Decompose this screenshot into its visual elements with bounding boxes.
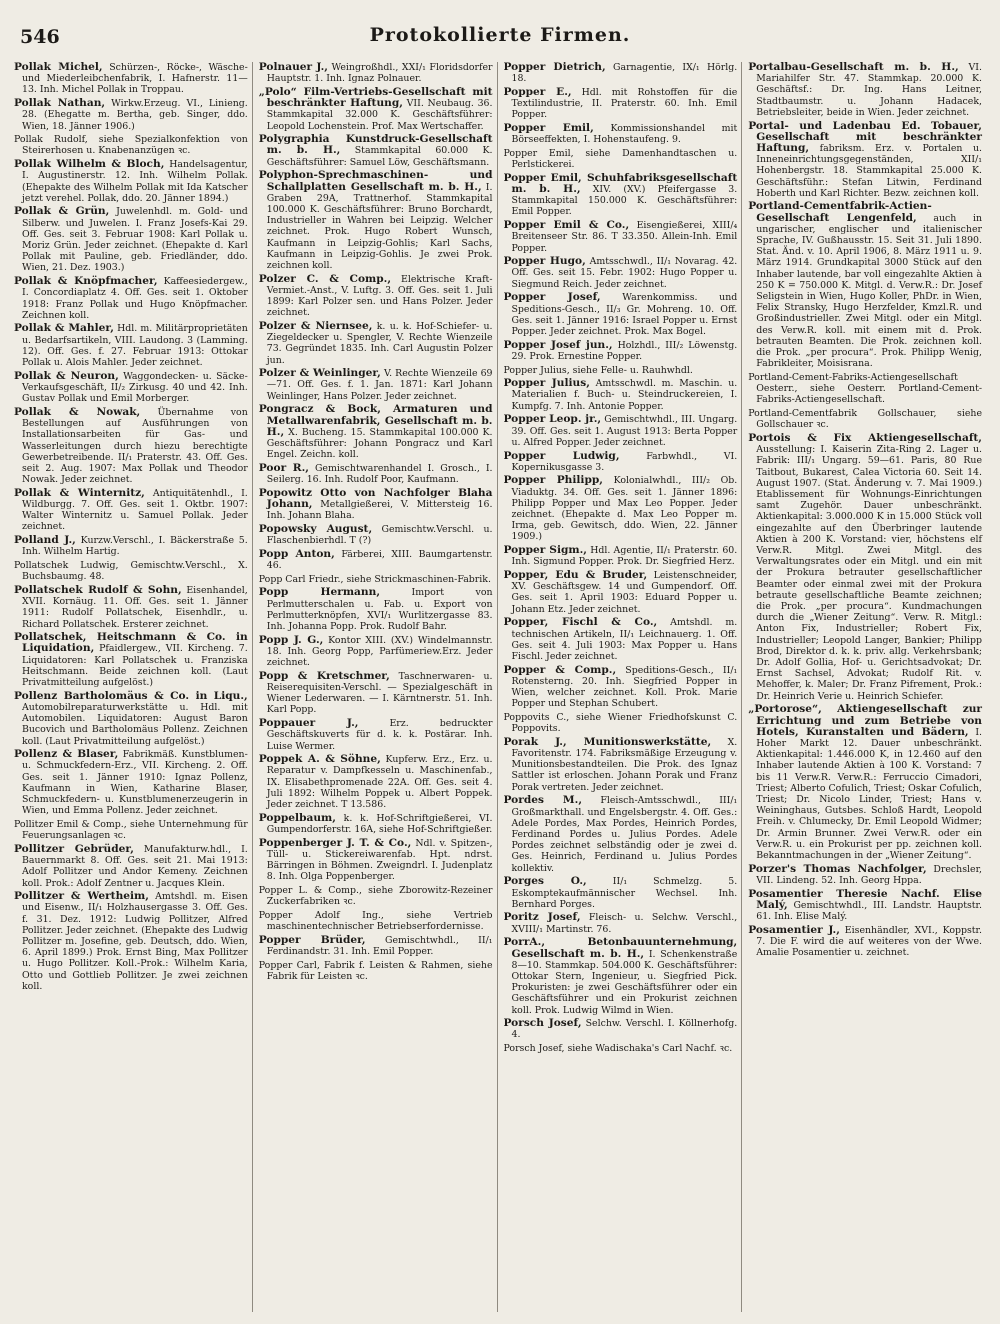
firm-name: Popper Sigm., (503, 544, 587, 557)
firm-entry (504, 414, 738, 448)
firm-entry (14, 819, 248, 841)
firm-name: Popper Leop. jr., (503, 413, 602, 426)
firm-name: Popp & Kretschmer, (258, 669, 390, 682)
firm-entry (14, 535, 248, 557)
firm-details: Kaffeesiedergew., I. Concordiaplatz 4. Off. Ges. seit 1. Oktober 1918: Franz Pollak und Hugo Knöpfmacher. Zeichnen koll. (22, 276, 248, 321)
firm-name: Polland J., (14, 534, 76, 547)
firm-details: Gemischtwarenhandel I. Grosch., I. Seilerg. 16. Inh. Rudolf Poor, Kaufmann. (266, 462, 493, 486)
column-4 (748, 62, 986, 1312)
firm-details: Eisenhandel, XVII. Kornäug. 11. Off. Ges. seit 1. Jänner 1911: Rudolf Pollatschek, Eisenhdlr., u. Richard Pollatschek. Ersterer zeichnet. (22, 584, 248, 630)
firm-name: Posamentier Theresie Nachf. Elise Malý, (748, 887, 982, 911)
firm-details: Wirkw.Erzeug. VI., Linieng. 28. (Ehegatte m. Bertha, geb. Singer, ddo. Wien, 18. Jänner 1906.) (22, 98, 248, 132)
firm-details: II/₁ Schmelzg. 5. Eskomptekaufmännischer Wechsel. Inh. Bernhard Porges. (511, 876, 738, 910)
firm-entry (504, 365, 738, 376)
firm-details: Popper Adolf Ing., siehe Vertrieb maschinentechnischer Betriebserfordernisse. (258, 909, 493, 933)
firm-name: Pollak & Mahler, (14, 322, 114, 335)
firm-name: Pollenz & Blaser, (14, 748, 119, 761)
firm-name: Popper Julius, (503, 377, 590, 390)
firm-entry (748, 704, 982, 861)
firm-name: Popp J. G., (258, 633, 324, 646)
firm-entry (504, 292, 738, 337)
firm-details: Elektrische Kraft-Vermiet.-Anst., V. Luftg. 3. Off. Ges. seit 1. Juli 1899: Karl Polzer sen. und Hans Polzer. Jeder zeichnet. (266, 273, 493, 319)
firm-name: Portal- und Ladenbau Ed. Tobauer, Gesellschaft mit beschränkter Haftung, (748, 119, 982, 154)
firm-details: Pfaidlergew., VII. Kircheng. 7. Liquidatoren: Karl Pollatschek u. Franziska Heitschmann. Beide zeichnen koll. (Laut Privatmitteilung aufgelöst.) (22, 643, 248, 689)
firm-details: X. Bucheng. 15. Stammkapital 100.000 K. Geschäftsführer: Johann Pongracz und Karl Engel. Zeichn. koll. (266, 426, 493, 461)
firm-name: Pollak Michel, (14, 62, 103, 73)
firm-entry (504, 1043, 738, 1054)
firm-name: „Portorose“, Aktiengesellschaft zur Errichtung und zum Betriebe von Hotels, Kuranstalten und Bädern, (748, 703, 982, 738)
firm-name: Polzer C. & Comp., (258, 272, 392, 285)
firm-name: Popowsky August, (258, 522, 373, 535)
firm-details: Ausstellung: I. Kaiserin Zita-Ring 2. Lager u. Fabrik: III/₁ Ungarg. 59—61. Paris, 80 Rue Taitbout, Bukarest, Calea Victoria 60. Seit 14. August 1907. (Stat. Änderung v. 7. Mai 1909.) Etablissement für Wohnungs-Einrichtungen samt Zugehör. Dauer unbeschränkt. Aktienkapital: 3.000.000 K in 15.000 Stück voll eingezahlte auf den Überbringer lautende Aktien à 200 K. Vorstand: vier, höchstens elf Verw.R. Mitgl. Zwei Mitgl. des Verwaltungsrates oder ein Mitgl. und ein mit der Prokura betrauter gesellschaftlicher Beamter oder einmal zwei mit der Prokura betraute gesellschaftliche Beamte zeichnen; die Prok. „per procura“. Kundmachungen durch die „Wiener Zeitung“. Verw. R. Mitgl.: Anton Fix, Industrieller; Robert Fix, Industrieller; Leopold Langer, Bankier; Philipp Brod, Direktor d. k. k. priv. allg. Verkehrsbank; Dr. Adolf Gollia, Hof- u. Gerichtsadvokat; Dr. Ernst Sachsel, Advokat; Rudolf Rit. v. Mehoffer, k. Maler; Dr. Franz Pifrement, Prok.: Dr. Heinrich Verie u. Heinrich Schiefer. (756, 444, 982, 702)
firm-details: Popper Julius, siehe Felle- u. Rauhwhdl. (503, 364, 693, 376)
firm-entry (748, 433, 982, 702)
firm-details: Amtshdl. m. Eisen und Eisenw., II/₁ Holzhausergasse 3. Off. Ges. f. 31. Dez. 1912: Ludwig Pollitzer, Alfred Pollitzer. Jeder zeichnet. (Ehepakte des Ludwig Pollitzer m. Josefine, geb. Deutsch, ddo. Wien, 6. April 1899.) Prok. Ernst Bing, Max Pollitzer u. Hugo Pollitzer. Koll.-Prok.: Wilhelm Karia, Otto und Gottlieb Pollitzer. Je zwei zeichnen koll. (22, 891, 248, 992)
firm-details: Popper Emil, siehe Damenhandtaschen u. Perlstickerei. (503, 147, 738, 171)
firm-entry (504, 173, 738, 218)
firm-entry (14, 632, 248, 688)
firm-details: Porsch Josef, siehe Wadischaka's Carl Nachf. ꝛc. (503, 1043, 733, 1055)
firm-details: Amtsschwdl. m. Maschin. u. Materialien f. Buch- u. Steindruckereien, I. Kumpfg. 7. Inh. Antonie Popper. (511, 378, 738, 412)
firm-details: Kolonialwhdl., III/₂ Ob. Viaduktg. 34. Off. Ges. seit 1. Jänner 1896: Philipp Popper und Max Leo Popper. Jeder zeichnet. (Ehepakte d. Max Leo Popper m. Irma, geb. Gewitsch, ddo. Wien, 22. Jänner 1909.) (511, 475, 738, 543)
firm-name: Poppelbaum, (258, 811, 336, 824)
firm-details: Eisengießerei, XIII/₄ Breitenseer Str. 86. T 33.350. Allein-Inh. Emil Popper. (511, 220, 738, 254)
firm-entry (14, 749, 248, 816)
firm-entry (14, 407, 248, 485)
firm-details: Drechsler, VII. Lindeng. 52. Inh. Georg Hppa. (756, 863, 982, 886)
firm-details: Hdl. mit Rohstoffen für die Textilindustrie, II. Praterstr. 60. Inh. Emil Popper. (511, 86, 738, 121)
firm-entry (259, 718, 493, 752)
firm-details: Hdl. Agentie, II/₁ Praterstr. 60. Inh. Sigmund Popper. Prok. Dr. Siegfried Herz. (511, 545, 738, 568)
firm-entry (504, 220, 738, 254)
firm-entry (748, 372, 982, 406)
firm-entry (748, 408, 982, 430)
firm-details: Warenkommiss. und Speditions-Gesch., II/₃ Gr. Mohreng. 10. Off. Ges. seit 1. Jänner 1916: Israel Popper u. Ernst Popper. Jeder zeichnet. Prok. Max Bogel. (511, 292, 738, 337)
firm-entry (748, 889, 982, 923)
firm-entry (259, 321, 493, 366)
page-number: 546 (20, 26, 60, 48)
firm-details: Amtsschwdl., II/₁ Novarag. 42. Off. Ges. seit 15. Febr. 1902: Hugo Popper u. Siegmund Reich. Jeder zeichnet. (511, 256, 738, 290)
firm-entry (14, 891, 248, 992)
firm-details: Manufakturw.hdl., I. Bauernmarkt 8. Off. Ges. seit 21. Mai 1913: Adolf Pollitzer und Andor Kemeny. Zeichnen koll. Prok.: Adolf Zentner u. Jacques Klein. (22, 843, 248, 889)
firm-entry (504, 570, 738, 615)
firm-details: X. Favoritenstr. 174. Fabriksmäßige Erzeugung v. Munitionsbestandteilen. Die Prok. des Ignaz Sattler ist erloschen. Johann Porak und Franz Porak vertreten. Jeder zeichnet. (511, 736, 738, 793)
firm-details: Kurzw.Verschl., I. Bäckerstraße 5. Inh. Wilhelm Hartig. (22, 535, 248, 558)
firm-details: Ndl. v. Spitzen-, Tüll- u. Stickereiwarenfab. Hpt. ndrst. Bärringen in Böhmen. Zweigndrl. I. Judenplatz 8. Inh. Olga Poppenberger. (266, 837, 493, 883)
firm-name: Porak J., Munitionswerkstätte, (503, 735, 712, 748)
firm-details: Automobilreparaturwerkstätte u. Hdl. mit Automobilen. Liquidatoren: August Baron Bucovich und Bartholomäus Pollenz. Zeichnen koll. (Laut Privatmitteilung aufgelöst.) (22, 701, 248, 747)
firm-entry (259, 488, 493, 522)
firm-details: I. Graben 29A, Trattnerhof. Stammkapital 100.000 K. Geschäftsführer: Bruno Borchardt, Industrieller in Wahren bei Leipzig. Welcher zeichnet. Prok. Hugo Robert Wunsch, Kaufmann in Leipzig-Gohlis; Karl Sachs, Kaufmann in Leipzig-Gohlis. Je zwei Prok. zeichnen koll. (266, 181, 493, 271)
firm-details: Speditions-Gesch., II/₁ Rotensterng. 20. Inh. Siegfried Popper in Wien, welcher zeichnet. Koll. Prok. Marie Popper und Stephan Schubert. (511, 664, 738, 710)
firm-name: Popper Ludwig, (503, 449, 620, 462)
firm-entry (748, 864, 982, 886)
firm-entry (14, 844, 248, 889)
firm-entry (748, 925, 982, 959)
firm-entry (259, 368, 493, 402)
firm-name: PorrA., Betonbauunternehmung, Gesellschaft m. b. H., (503, 936, 738, 960)
firm-details: k. u. k. Hof-Schiefer- u. Ziegeldecker u. Spengler, V. Rechte Wienzeile 73. Gegründet 1835. Inh. Carl Augustin Polzer jun. (266, 320, 493, 366)
firm-name: Poppauer J., (258, 717, 359, 730)
firm-details: Übernahme von Bestellungen auf Ausführungen von Installationsarbeiten für Gas- und Wasserleitungen durch hiezu berechtigte Gewerbetreibende. II/₁ Praterstr. 43. Off. Ges. seit 2. Aug. 1907: Max Pollak und Theodor Nowak. Jeder zeichnet. (22, 406, 248, 486)
firm-entry (259, 910, 493, 932)
firm-name: Polygraphia Kunstdruck-Gesellschaft m. b. H., (258, 133, 493, 157)
firm-details: Fleisch- u. Selchw. Verschl., XVIII/₁ Martinstr. 76. (511, 912, 738, 935)
firm-entry (504, 545, 738, 567)
firm-details: Hdl. m. Militärproprietäten u. Bedarfsartikeln, VIII. Laudong. 3 (Lamming. 12). Off. Ges. f. 27. Februar 1913: Ottokar Pollak u. Alois Mahler. Jeder zeichnet. (22, 323, 248, 369)
firm-details: Waggondecken- u. Säcke-Verkaufsgeschäft, II/₂ Zirkusg. 40 und 42. Inh. Gustav Pollak und Emil Morberger. (22, 370, 248, 405)
firm-details: Gemischtwhdl., III. Ungarg. 39. Off. Ges. seit 1. August 1913: Berta Popper u. Alfred Popper. Jeder zeichnet. (511, 414, 738, 448)
firm-entry (504, 617, 738, 662)
page-header (0, 22, 1000, 52)
firm-name: Poritz Josef, (503, 911, 581, 924)
firm-name: Popper Dietrich, (503, 62, 606, 73)
column-1 (14, 62, 253, 1312)
firm-entry (504, 712, 738, 734)
firm-entry (259, 838, 493, 883)
firm-details: Färberei, XIII. Baumgartenstr. 46. (266, 548, 493, 572)
firm-entry (14, 560, 248, 582)
firm-details: Metallgießerei, V. Mittersteig 16. Inh. Johann Blaha. (266, 499, 493, 522)
firm-name: Pollenz Bartholomäus & Co. in Liqu., (14, 689, 248, 702)
firm-details: I. Hoher Markt 12. Dauer unbeschränkt. Aktienkapital: 1.446.000 K, in 12.460 auf den Inhaber lautende Aktien à 100 K. Vorstand: 7 bis 11 Verw.R. Verw.R.: Ferruccio Cimadori, Triest; Alberto Cofulich, Triest; Oskar Cofulich, Triest; Dr. Nicolo Linder, Triest; Hans v. Weininghaus, Gutsbes. Schloß Hardt, Leopold Freih. v. Chlumecky, Dr. Emil Leopold Widmer; Dr. Armin Brunner. Zwei Verw.R. oder ein Verw.R. u. ein Prokurist per pp. zeichnen koll. Bekanntmachungen in der „Wiener Zeitung“. (756, 726, 983, 862)
firm-name: Popper Philipp, (503, 474, 603, 487)
firm-name: Pollatschek, Heitschmann & Co. in Liquidation, (14, 631, 248, 655)
firm-details: Popper Carl, Fabrik f. Leisten & Rahmen, siehe Fabrik für Leisten ꝛc. (258, 959, 493, 982)
firm-entry (504, 475, 738, 542)
firm-name: Poppek A. & Söhne, (258, 753, 381, 766)
firm-details: V. Rechte Wienzeile 69—71. Off. Ges. f. 1. Jan. 1871: Karl Johann Weinlinger, Hans Polzer. Jeder zeichnet. (266, 368, 493, 402)
firm-entry (504, 87, 738, 121)
firm-entry (504, 1018, 738, 1040)
firm-details: XIV. (XV.) Pfeifergasse 3. Stammkapital 150.000 K. Geschäftsführer: Emil Popper. (511, 184, 738, 218)
firm-name: Popper Brüder, (258, 933, 366, 946)
firm-name: Poppenberger J. T. & Co., (258, 836, 412, 849)
firm-name: Porsch Josef, (503, 1017, 582, 1030)
firm-entry (259, 404, 493, 460)
firm-name: Posamentier J., (748, 923, 840, 936)
firm-entry (748, 62, 982, 118)
firm-entry (14, 159, 248, 204)
firm-entry (504, 123, 738, 145)
firm-entry (259, 885, 493, 907)
firm-details: I. Schenkenstraße 8—10. Stammkap. 504.000 K. Geschäftsführer: Ottokar Stern, Ingenieur, u. Siegfried Pick. Prokuristen: je zwei Geschäftsführer oder ein Geschäftsführer und ein Prokurist zeichnen koll. Prok. Ludwig Wilmd in Wien. (511, 948, 738, 1016)
firm-details: Schürzen-, Röcke-, Wäsche- und Miederleibchenfabrik, I. Hafnerstr. 11—13. Inh. Michel Pollak in Troppau. (22, 62, 248, 96)
firm-entry (14, 98, 248, 132)
firm-entry (259, 134, 493, 168)
firm-name: „Polo“ Film-Vertriebs-Gesellschaft mit beschränkter Haftung, (258, 85, 493, 110)
firm-details: Kontor XIII. (XV.) Windelmannstr. 18. Inh. Georg Popp, Parfümeriew.Erz. Jeder zeichnet. (266, 634, 493, 669)
firm-entry (14, 276, 248, 321)
firm-name: Pordes M., (503, 794, 583, 807)
firm-details: Portland-Cement-Fabriks-Actiengesellschaft Oesterr., siehe Oesterr. Portland-Cement-Fabriks-Actiengesellschaft. (748, 371, 982, 406)
firm-details: fabriksm. Erz. v. Portalen u. Inneneinrichtungsgegenständen, XII/₁ Hohenbergstr. 18. Stammkapital 25.000 K. Geschäftsführ.: Stefan Litwin, Ferdinand Hoberth und Karl Richter. Bezw. zeichnen koll. (756, 142, 983, 199)
firm-name: Porzer's Thomas Nachfolger, (748, 862, 927, 875)
firm-details: Portland-Cementfabrik Gollschauer, siehe Gollschauer ꝛc. (748, 408, 982, 431)
firm-details: Popper L. & Comp., siehe Zborowitz-Rezeiner Zuckerfabriken ꝛc. (258, 885, 493, 908)
firm-name: Popper & Comp., (503, 663, 617, 676)
firm-details: Fleisch-Amtsschwdl., III/₁ Großmarkthall. und Engelsbergstr. 4. Off. Ges.: Adele Pordes, Max Pordes, Heinrich Pordes, Ferdinand Pordes u. Julius Pordes. Adele Pordes zeichnet selbständig oder je zwei d. Ges. Heinrich, Ferdinand u. Julius Pordes kollektiv. (511, 795, 738, 874)
firm-name: Pollak & Knöpfmacher, (14, 275, 158, 288)
firm-entry (259, 87, 493, 132)
firm-entry (14, 371, 248, 405)
firm-details: Antiquitätenhdl., I. Wildburgg. 7. Off. Ges. seit 1. Oktbr. 1907: Walter Winternitz u. Samuel Pollak. Jeder zeichnet. (22, 487, 248, 533)
firm-name: Popp Hermann, (258, 586, 381, 599)
firm-entry (14, 323, 248, 368)
firm-name: Pollitzer Gebrüder, (14, 842, 134, 855)
firm-name: Pollak & Nowak, (14, 405, 141, 418)
firm-details: Handelsagentur, I. Augustinerstr. 12. Inh. Wilhelm Pollak. (Ehepakte des Wilhelm Pollak mit Ida Katscher jetzt verehel. Pollak, ddo. 20. Jänner 1894.) (22, 159, 248, 204)
firm-name: Pollak & Neuron, (14, 369, 119, 382)
firm-name: Pollak & Winternitz, (14, 486, 145, 499)
firm-name: Pollatschek Rudolf & Sohn, (14, 583, 182, 596)
firm-entry (259, 524, 493, 546)
firm-entry (259, 635, 493, 669)
firm-entry (259, 960, 493, 982)
firm-name: Pollak & Grün, (14, 205, 110, 218)
firm-entry (504, 876, 738, 910)
firm-details: Import von Perlmutterschalen u. Fab. u. Export von Perlmutterknöpfen, XVI/₁ Wurlitzergasse 83. Inh. Johanna Popp. Prok. Rudolf Bahr. (266, 587, 493, 633)
firm-entry (504, 378, 738, 412)
firm-details: Gemischtwhdl., II/₁ Ferdinandstr. 31. Inh. Emil Popper. (266, 934, 493, 958)
column-3 (504, 62, 743, 1312)
firm-entry (504, 795, 738, 873)
firm-name: Popper Emil, (503, 122, 594, 135)
firm-details: Fabrikmäß. Kunstblumen- u. Schmuckfedern-Erz., VII. Kircheng. 2. Off. Ges. seit 1. Jänner 1910: Ignaz Pollenz, Kaufmann in Wien, Katharine Blaser, Schmuckfedern- u. Kunstblumenerzeugerin in Wien, und Emma Pollenz. Jeder zeichnet. (22, 749, 248, 817)
firm-entry (14, 585, 248, 630)
firm-name: Popper Hugo, (503, 255, 586, 268)
firm-details: Eisenhändler, XVI., Koppstr. 7. Die F. wird die auf weiteres von der Wwe. Amalie Posamentier u. zeichnet. (756, 924, 982, 959)
firm-name: Popper Emil, Schuhfabriksgesellschaft m. b. H., (503, 171, 738, 196)
firm-details: Erz. bedruckter Geschäftskuverts für d. k. k. Postärar. Inh. Luise Wermer. (266, 718, 493, 752)
firm-name: Popper Josef, (503, 291, 601, 304)
firm-entry (259, 549, 493, 571)
firm-name: Popowitz Otto von Nachfolger Blaha Johann, (258, 486, 493, 511)
firm-entry (504, 665, 738, 710)
text-columns (14, 62, 986, 1312)
firm-entry (14, 691, 248, 747)
firm-details: Kommissionshandel mit Börseeffekten, I. Hohenstaufeng. 9. (511, 123, 738, 146)
firm-name: Polyphon-Sprechmaschinen- und Schallplatten Gesellschaft m. b. H., (258, 169, 493, 193)
firm-entry (259, 813, 493, 835)
firm-details: Gemischtw.Verschl. u. Flaschenbierhdl. T (?) (266, 523, 493, 547)
firm-entry (504, 912, 738, 934)
firm-name: Polzer & Weinlinger, (258, 367, 381, 380)
firm-entry (14, 62, 248, 96)
firm-entry (504, 340, 738, 362)
firm-name: Poor R., (258, 461, 309, 474)
firm-details: Garnagentie, IX/₁ Hörlg. 18. (511, 62, 738, 85)
firm-details: Gemischtwhdl., III. Landstr. Hauptstr. 61. Inh. Elise Malý. (756, 899, 982, 923)
firm-details: Pollatschek Ludwig, Gemischtw.Verschl., X. Buchsbaumg. 48. (14, 560, 248, 583)
firm-name: Pongracz & Bock, Armaturen und Metallwarenfabrik, Gesellschaft m. b. H., (258, 403, 493, 438)
firm-entry (259, 754, 493, 810)
firm-name: Pollitzer & Wertheim, (14, 890, 149, 903)
firm-details: Stammkapital 60.000 K. Geschäftsführer: Samuel Löw, Geschäftsmann. (266, 145, 493, 168)
firm-details: Amtshdl. m. technischen Artikeln, II/₁ Leichnauerg. 1. Off. Ges. seit 4. Juli 1903: Max Popper u. Hans Fischl. Jeder zeichnet. (511, 617, 738, 662)
firm-name: Popper, Fischl & Co., (503, 616, 658, 629)
firm-name: Portalbau-Gesellschaft m. b. H., (748, 62, 959, 73)
firm-entry (504, 737, 738, 793)
firm-details: Pollitzer Emil & Comp., siehe Unternehmung für Feuerungsanlagen ꝛc. (14, 819, 248, 842)
firm-entry (14, 488, 248, 533)
firm-details: Popp Carl Friedr., siehe Strickmaschinen-Fabrik. (258, 573, 491, 585)
firm-entry (14, 206, 248, 273)
firm-entry (259, 671, 493, 716)
firm-details: Taschnerwaren- u. Reiserequisiten-Verschl. — Spezialgeschäft in Wiener Lederwaren. — I. Kärntnerstr. 51. Inh. Karl Popp. (266, 670, 493, 716)
firm-details: VII. Neubaug. 36. Stammkapital 32.000 K. Geschäftsführer: Leopold Lochenstein. Prof. Max Wertschaffer. (266, 98, 493, 132)
firm-entry (259, 170, 493, 271)
column-2 (259, 62, 498, 1312)
firm-details: Kupferw. Erz., Erz. u. Reparatur v. Dampfkesseln u. Maschinenfab., IX. Elisabethpromenade 22A. Off. Ges. seit 4. Juli 1892: Wilhelm Poppek u. Albert Poppek. Jeder zeichnet. T 13.586. (266, 754, 493, 811)
firm-entry (259, 587, 493, 632)
firm-entry (259, 274, 493, 319)
firm-details: Poppovits C., siehe Wiener Friedhofskunst C. Poppovits. (503, 711, 738, 735)
firm-entry (259, 574, 493, 585)
firm-name: Popper Emil & Co., (503, 219, 630, 232)
running-title: Protokollierte Firmen. (369, 24, 631, 46)
firm-entry (748, 201, 982, 369)
firm-entry (259, 62, 493, 84)
firm-details: Pollak Rudolf, siehe Spezialkonfektion von Steirerhosen u. Knabenanzügen ꝛc. (14, 134, 248, 157)
firm-entry (748, 121, 982, 199)
firm-name: Popp Anton, (258, 547, 335, 560)
firm-name: Polnauer J., (258, 62, 328, 73)
firm-name: Porges O., (503, 875, 587, 888)
firm-entry (504, 148, 738, 170)
firm-details: k. k. Hof-Schriftgießerei, VI. Gumpendorferstr. 16A, siehe Hof-Schriftgießer. (266, 812, 493, 835)
firm-details: Leistenschneider, XV. Geschäftsgew. 14 und Gumpendorf. Off. Ges. seit 1. April 1903: Eduard Popper u. Johann Etz. Jeder zeichnet. (511, 570, 738, 615)
firm-name: Pollak Wilhelm & Bloch, (14, 158, 165, 171)
firm-entry (504, 256, 738, 290)
firm-details: Selchw. Verschl. I. Köllnerhofg. 4. (511, 1018, 738, 1041)
firm-details: Holzhdl., III/₂ Löwenstg. 29. Prok. Ernestine Popper. (511, 339, 738, 362)
firm-name: Portland-Cementfabrik-Actien-Gesellschaft Lengenfeld, (748, 200, 932, 224)
firm-entry (259, 463, 493, 485)
firm-name: Popper Josef jun., (503, 338, 613, 351)
firm-name: Popper, Edu & Bruder, (503, 569, 648, 582)
firm-entry (504, 937, 738, 1015)
firm-details: Juwelenhdl. m. Gold- und Silberw. und Juwelen. I. Franz Josefs-Kai 29. Off. Ges. seit 3. Februar 1908: Karl Pollak u. Moriz Grün. Jeder zeichnet. (Ehepakte d. Karl Pollak mit Pauline, geb. Friedländer, ddo. Wien, 21. Dez. 1903.) (22, 206, 248, 274)
firm-details: VI. Mariahilfer Str. 47. Stammkap. 20.000 K. Geschäftsf.: Dr. Ing. Hans Leitner, Stadtbaumstr. u. Johann Hadacek, Betriebsleiter, beide in Wien. Jeder zeichnet. (756, 62, 982, 118)
firm-entry (259, 935, 493, 957)
firm-entry (504, 62, 738, 84)
firm-name: Portois & Fix Aktiengesellschaft, (748, 432, 982, 444)
firm-name: Popper E., (503, 85, 572, 98)
firm-name: Pollak Nathan, (14, 97, 106, 110)
firm-details: auch in ungarischer, englischer und italienischer Sprache, IV. Gußhausstr. 15. Seit 31. Juli 1890. Stat. Änd. v. 10. April 1906, 8. März 1911 u. 9. März 1914. Grundkapital 3000 Stück auf den Inhaber lautende, bar voll eingezahlte Aktien à 250 K = 750.000 K. Mitgl. d. Verw.R.: Dr. Josef Seligstein in Wien, Hugo Koller, PhDr. in Wien, Felix Stransky, Hugo Herzfelder, Kmzl.R. und Großindustrieller. Zwei Mitgl. oder ein Mitgl. des Verw.R. koll. mit einem mit d. Prok. betrauten Beamten. Die Prok. zeichnen koll. die Prok. „per procura“. Prok. Philipp Wenig, Fabrikleiter, Moisisrana. (756, 212, 982, 370)
firm-name: Polzer & Niernsee, (258, 319, 373, 332)
firm-details: Farbwhdl., VI. Kopernikusgasse 3. (511, 450, 738, 473)
firm-entry (504, 451, 738, 473)
firm-details: Weingroßhdl., XXI/₁ Floridsdorfer Hauptstr. 1. Inh. Ignaz Polnauer. (266, 62, 493, 85)
firm-entry (14, 134, 248, 156)
